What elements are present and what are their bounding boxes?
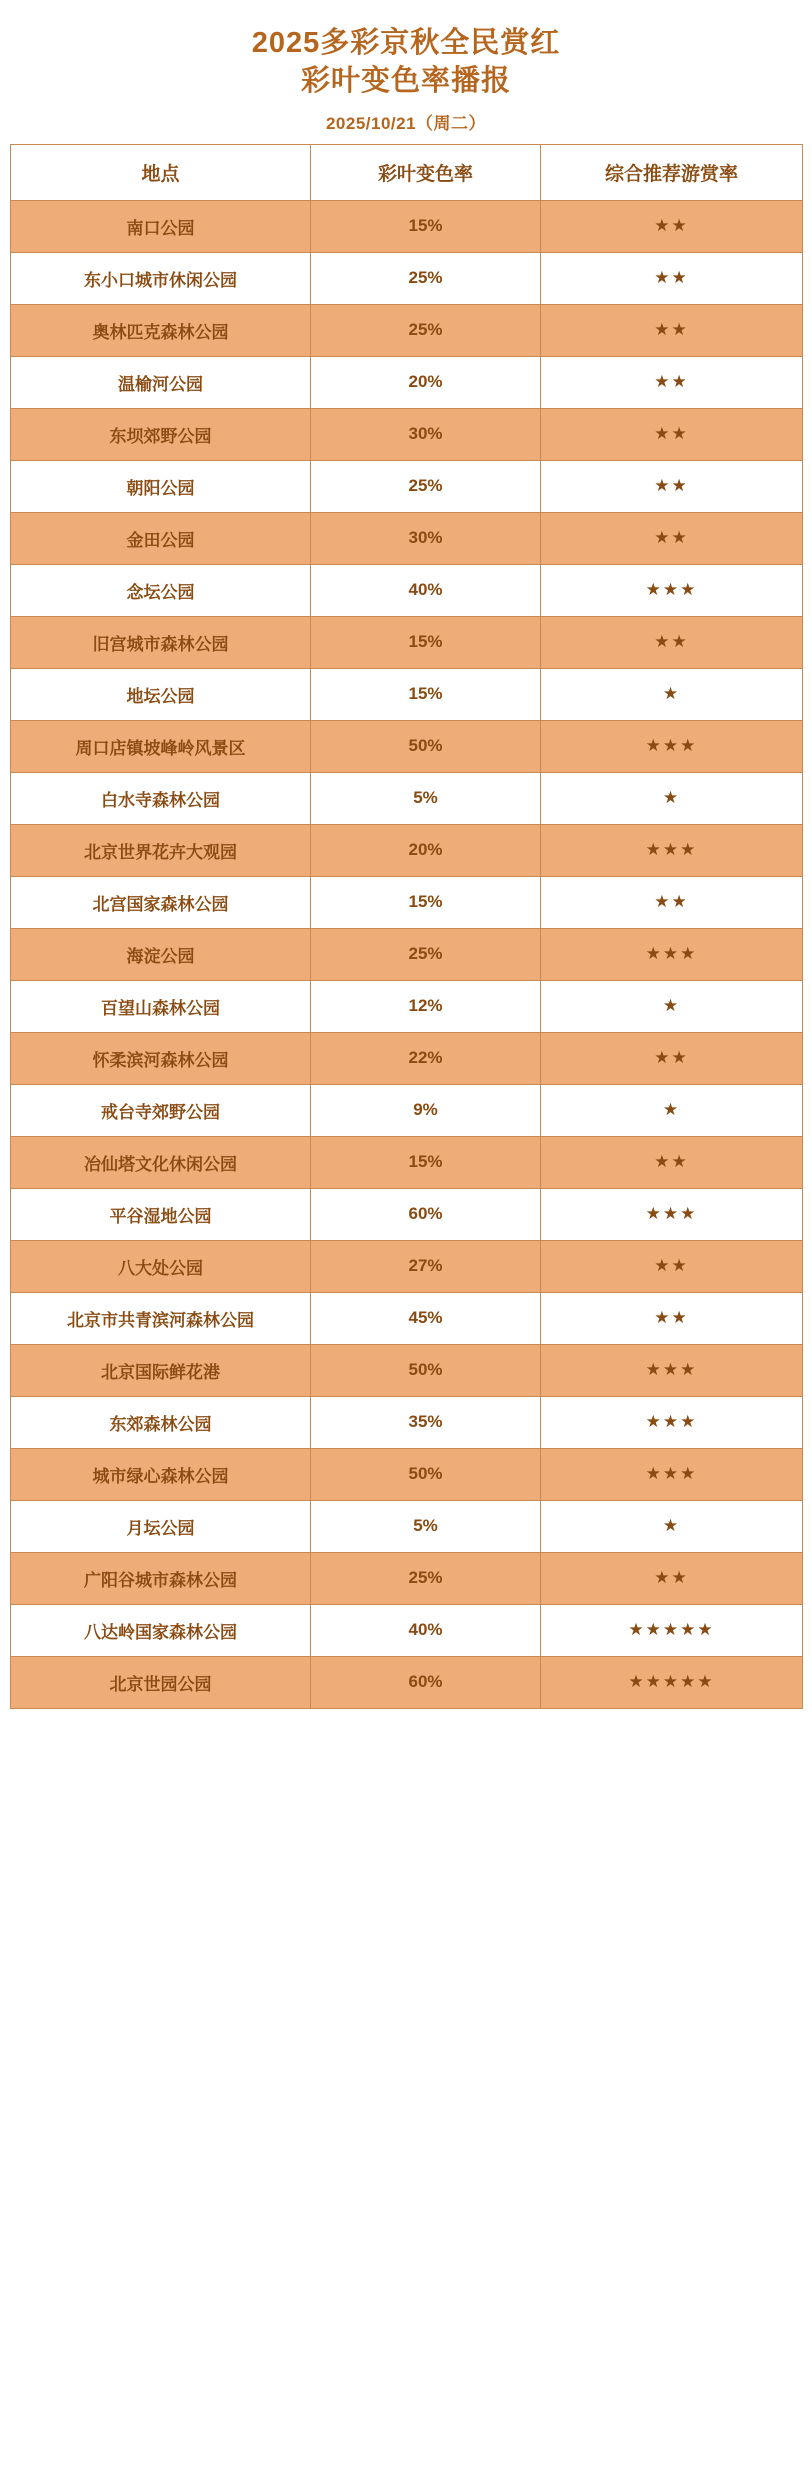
cell-place: 南口公园 xyxy=(11,200,311,252)
cell-color-change-rate: 22% xyxy=(311,1032,541,1084)
cell-recommendation-stars: ★★★ xyxy=(541,1396,803,1448)
cell-color-change-rate: 5% xyxy=(311,772,541,824)
table-row xyxy=(11,980,803,1032)
table-row xyxy=(11,1292,803,1344)
cell-place: 周口店镇坡峰岭风景区 xyxy=(11,720,311,772)
cell-recommendation-stars: ★★ xyxy=(541,1032,803,1084)
cell-place: 怀柔滨河森林公园 xyxy=(11,1032,311,1084)
cell-place: 八达岭国家森林公园 xyxy=(11,1604,311,1656)
cell-color-change-rate: 25% xyxy=(311,460,541,512)
table-row xyxy=(11,1032,803,1084)
cell-recommendation-stars: ★★ xyxy=(541,876,803,928)
cell-place: 朝阳公园 xyxy=(11,460,311,512)
cell-place: 北京世园公园 xyxy=(11,1656,311,1708)
report-header xyxy=(10,10,802,144)
cell-place: 金田公园 xyxy=(11,512,311,564)
cell-recommendation-stars: ★★ xyxy=(541,356,803,408)
table-row xyxy=(11,1136,803,1188)
cell-color-change-rate: 5% xyxy=(311,1500,541,1552)
cell-recommendation-stars: ★ xyxy=(541,668,803,720)
cell-place: 百望山森林公园 xyxy=(11,980,311,1032)
cell-color-change-rate: 45% xyxy=(311,1292,541,1344)
cell-color-change-rate: 60% xyxy=(311,1188,541,1240)
cell-place: 奥林匹克森林公园 xyxy=(11,304,311,356)
table-row xyxy=(11,1396,803,1448)
cell-color-change-rate: 30% xyxy=(311,512,541,564)
cell-place: 北京市共青滨河森林公园 xyxy=(11,1292,311,1344)
cell-recommendation-stars: ★★★★★ xyxy=(541,1656,803,1708)
cell-color-change-rate: 15% xyxy=(311,616,541,668)
cell-recommendation-stars: ★★★ xyxy=(541,720,803,772)
cell-recommendation-stars: ★★★★★ xyxy=(541,1604,803,1656)
cell-place: 月坛公园 xyxy=(11,1500,311,1552)
cell-color-change-rate: 12% xyxy=(311,980,541,1032)
cell-place: 念坛公园 xyxy=(11,564,311,616)
cell-recommendation-stars: ★★ xyxy=(541,1136,803,1188)
table-row xyxy=(11,356,803,408)
table-row xyxy=(11,668,803,720)
cell-recommendation-stars: ★★ xyxy=(541,512,803,564)
table-row xyxy=(11,1240,803,1292)
cell-place: 八大处公园 xyxy=(11,1240,311,1292)
cell-recommendation-stars: ★★ xyxy=(541,616,803,668)
cell-recommendation-stars: ★ xyxy=(541,772,803,824)
table-row xyxy=(11,1448,803,1500)
cell-place: 温榆河公园 xyxy=(11,356,311,408)
table-row xyxy=(11,1656,803,1708)
cell-color-change-rate: 25% xyxy=(311,928,541,980)
cell-color-change-rate: 15% xyxy=(311,876,541,928)
table-row xyxy=(11,928,803,980)
cell-color-change-rate: 20% xyxy=(311,356,541,408)
table-row xyxy=(11,772,803,824)
cell-place: 白水寺森林公园 xyxy=(11,772,311,824)
table-header xyxy=(11,144,803,200)
table-row xyxy=(11,1344,803,1396)
cell-place: 北京世界花卉大观园 xyxy=(11,824,311,876)
cell-place: 北宫国家森林公园 xyxy=(11,876,311,928)
table-row xyxy=(11,720,803,772)
cell-recommendation-stars: ★★ xyxy=(541,1240,803,1292)
cell-color-change-rate: 25% xyxy=(311,1552,541,1604)
cell-place: 东小口城市休闲公园 xyxy=(11,252,311,304)
cell-color-change-rate: 50% xyxy=(311,720,541,772)
table-row xyxy=(11,1500,803,1552)
cell-place: 东郊森林公园 xyxy=(11,1396,311,1448)
cell-color-change-rate: 50% xyxy=(311,1344,541,1396)
table-row xyxy=(11,564,803,616)
table-row xyxy=(11,512,803,564)
cell-recommendation-stars: ★ xyxy=(541,1084,803,1136)
cell-place: 地坛公园 xyxy=(11,668,311,720)
cell-color-change-rate: 35% xyxy=(311,1396,541,1448)
table-body xyxy=(11,200,803,1708)
cell-place: 旧宫城市森林公园 xyxy=(11,616,311,668)
cell-color-change-rate: 25% xyxy=(311,304,541,356)
cell-recommendation-stars: ★★ xyxy=(541,304,803,356)
table-row xyxy=(11,616,803,668)
cell-color-change-rate: 15% xyxy=(311,668,541,720)
column-header-rate: 彩叶变色率 xyxy=(311,144,541,200)
cell-place: 东坝郊野公园 xyxy=(11,408,311,460)
table-row xyxy=(11,1604,803,1656)
cell-color-change-rate: 50% xyxy=(311,1448,541,1500)
column-header-recommendation: 综合推荐游赏率 xyxy=(541,144,803,200)
cell-recommendation-stars: ★ xyxy=(541,980,803,1032)
table-row xyxy=(11,1552,803,1604)
cell-recommendation-stars: ★★★ xyxy=(541,928,803,980)
table-row xyxy=(11,304,803,356)
cell-place: 北京国际鲜花港 xyxy=(11,1344,311,1396)
cell-color-change-rate: 40% xyxy=(311,564,541,616)
cell-place: 冶仙塔文化休闲公园 xyxy=(11,1136,311,1188)
cell-recommendation-stars: ★★★ xyxy=(541,1344,803,1396)
cell-place: 城市绿心森林公园 xyxy=(11,1448,311,1500)
cell-recommendation-stars: ★★ xyxy=(541,252,803,304)
cell-color-change-rate: 40% xyxy=(311,1604,541,1656)
cell-place: 戒台寺郊野公园 xyxy=(11,1084,311,1136)
cell-color-change-rate: 20% xyxy=(311,824,541,876)
table-row xyxy=(11,460,803,512)
table-row xyxy=(11,1084,803,1136)
column-header-place: 地点 xyxy=(11,144,311,200)
page-title-line-1: 2025多彩京秋全民赏红 xyxy=(251,27,561,59)
cell-place: 广阳谷城市森林公园 xyxy=(11,1552,311,1604)
cell-recommendation-stars: ★★★ xyxy=(541,824,803,876)
table-row xyxy=(11,876,803,928)
table-row xyxy=(11,1188,803,1240)
table-row xyxy=(11,200,803,252)
page-title-line-2: 彩叶变色率播报 xyxy=(300,65,511,98)
cell-recommendation-stars: ★★ xyxy=(541,1292,803,1344)
cell-recommendation-stars: ★★ xyxy=(541,200,803,252)
cell-place: 海淀公园 xyxy=(11,928,311,980)
cell-color-change-rate: 30% xyxy=(311,408,541,460)
cell-color-change-rate: 9% xyxy=(311,1084,541,1136)
report-date: 2025/10/21（周二） xyxy=(325,113,487,133)
cell-recommendation-stars: ★★ xyxy=(541,1552,803,1604)
cell-recommendation-stars: ★ xyxy=(541,1500,803,1552)
cell-color-change-rate: 15% xyxy=(311,1136,541,1188)
cell-color-change-rate: 25% xyxy=(311,252,541,304)
table-row xyxy=(11,824,803,876)
cell-recommendation-stars: ★★ xyxy=(541,460,803,512)
cell-color-change-rate: 27% xyxy=(311,1240,541,1292)
cell-recommendation-stars: ★★★ xyxy=(541,564,803,616)
cell-color-change-rate: 60% xyxy=(311,1656,541,1708)
cell-recommendation-stars: ★★ xyxy=(541,408,803,460)
table-row xyxy=(11,408,803,460)
cell-place: 平谷湿地公园 xyxy=(11,1188,311,1240)
table-row xyxy=(11,252,803,304)
table-header-row xyxy=(11,144,803,200)
cell-recommendation-stars: ★★★ xyxy=(541,1188,803,1240)
cell-color-change-rate: 15% xyxy=(311,200,541,252)
color-change-rate-table xyxy=(10,144,803,1709)
cell-recommendation-stars: ★★★ xyxy=(541,1448,803,1500)
